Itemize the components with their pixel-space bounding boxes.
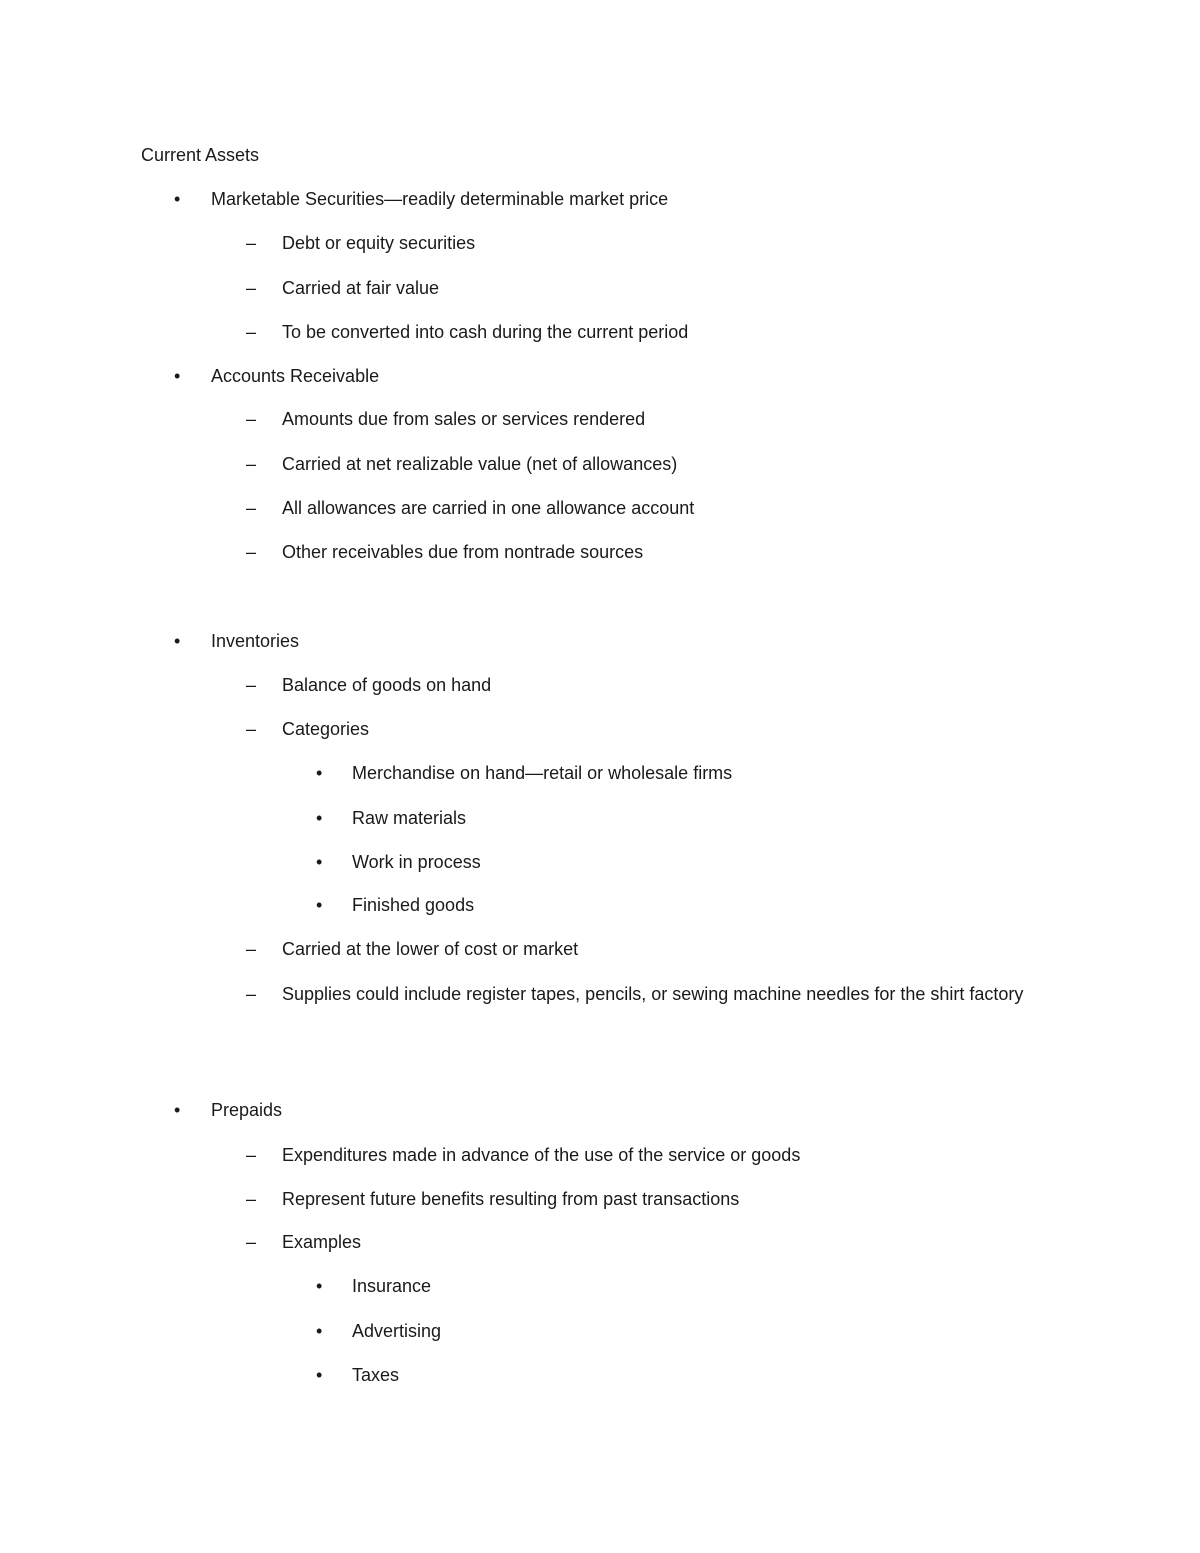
list-item: Categories [282, 719, 370, 739]
section-heading-accounts-receivable: Accounts Receivable [211, 366, 380, 386]
list-item: Other receivables due from nontrade sources [282, 542, 644, 562]
section-heading-prepaids: Prepaids [211, 1100, 283, 1120]
list-item: Merchandise on hand—retail or wholesale firms [352, 763, 733, 783]
page-title: Current Assets [141, 145, 260, 165]
list-item: Taxes [352, 1365, 400, 1385]
list-item: Debt or equity securities [282, 233, 476, 253]
dash-marker: – [246, 322, 257, 342]
list-item: Supplies could include register tapes, pencils, or sewing machine needles for the shirt factory [282, 984, 1024, 1004]
bullet-marker: • [174, 631, 181, 651]
list-item: Balance of goods on hand [282, 675, 492, 695]
bullet-marker: • [316, 763, 323, 783]
list-item: Examples [282, 1232, 362, 1252]
dash-marker: – [246, 498, 257, 518]
list-item: Represent future benefits resulting from past transactions [282, 1189, 740, 1209]
bullet-marker: • [316, 852, 323, 872]
list-item: Carried at the lower of cost or market [282, 939, 579, 959]
dash-marker: – [246, 719, 257, 739]
dash-marker: – [246, 233, 257, 253]
dash-marker: – [246, 675, 257, 695]
list-item: All allowances are carried in one allowance account [282, 498, 695, 518]
dash-marker: – [246, 1145, 257, 1165]
list-item: Finished goods [352, 895, 475, 915]
bullet-marker: • [174, 1100, 181, 1120]
bullet-marker: • [316, 895, 323, 915]
list-item: Raw materials [352, 808, 467, 828]
bullet-marker: • [174, 189, 181, 209]
list-item: Insurance [352, 1276, 432, 1296]
bullet-marker: • [316, 808, 323, 828]
dash-marker: – [246, 984, 257, 1004]
dash-marker: – [246, 278, 257, 298]
dash-marker: – [246, 409, 257, 429]
dash-marker: – [246, 542, 257, 562]
dash-marker: – [246, 454, 257, 474]
section-heading-marketable-securities: Marketable Securities—readily determinable market price [211, 189, 669, 209]
list-item: Amounts due from sales or services rendered [282, 409, 646, 429]
list-item: Expenditures made in advance of the use of the service or goods [282, 1145, 801, 1165]
list-item: Work in process [352, 852, 481, 872]
bullet-marker: • [316, 1276, 323, 1296]
dash-marker: – [246, 1232, 257, 1252]
list-item: Carried at net realizable value (net of allowances) [282, 454, 678, 474]
list-item: Carried at fair value [282, 278, 440, 298]
list-item: To be converted into cash during the current period [282, 322, 689, 342]
list-item: Advertising [352, 1321, 442, 1341]
section-heading-inventories: Inventories [211, 631, 300, 651]
bullet-marker: • [316, 1321, 323, 1341]
bullet-marker: • [316, 1365, 323, 1385]
dash-marker: – [246, 939, 257, 959]
bullet-marker: • [174, 366, 181, 386]
dash-marker: – [246, 1189, 257, 1209]
